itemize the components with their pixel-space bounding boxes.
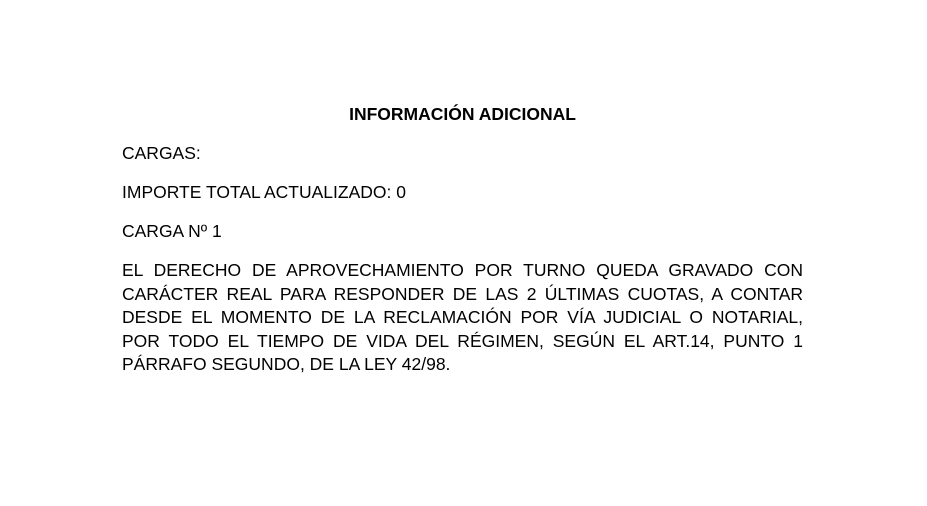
carga-number-heading: CARGA Nº 1 xyxy=(122,221,222,241)
cargas-heading: CARGAS: xyxy=(122,143,201,163)
carga-detail-paragraph: EL DERECHO DE APROVECHAMIENTO POR TURNO QUEDA GRAVADO CON CARÁCTER REAL PARA RESPONDER DE LAS 2 ÚLTIMAS CUOTAS, A CONTAR DESDE EL MOMENTO DE LA RECLAMACIÓN POR VÍA JUDICIAL O NOTARIAL, POR TODO EL TIEMPO DE VIDA DEL RÉGIMEN, SEGÚN EL ART.14, PUNTO 1 PÁRRAFO SEGUNDO, DE LA LEY 42/98. xyxy=(122,260,803,374)
document-title: INFORMACIÓN ADICIONAL xyxy=(349,104,576,124)
importe-total-line: IMPORTE TOTAL ACTUALIZADO: 0 xyxy=(122,182,406,202)
